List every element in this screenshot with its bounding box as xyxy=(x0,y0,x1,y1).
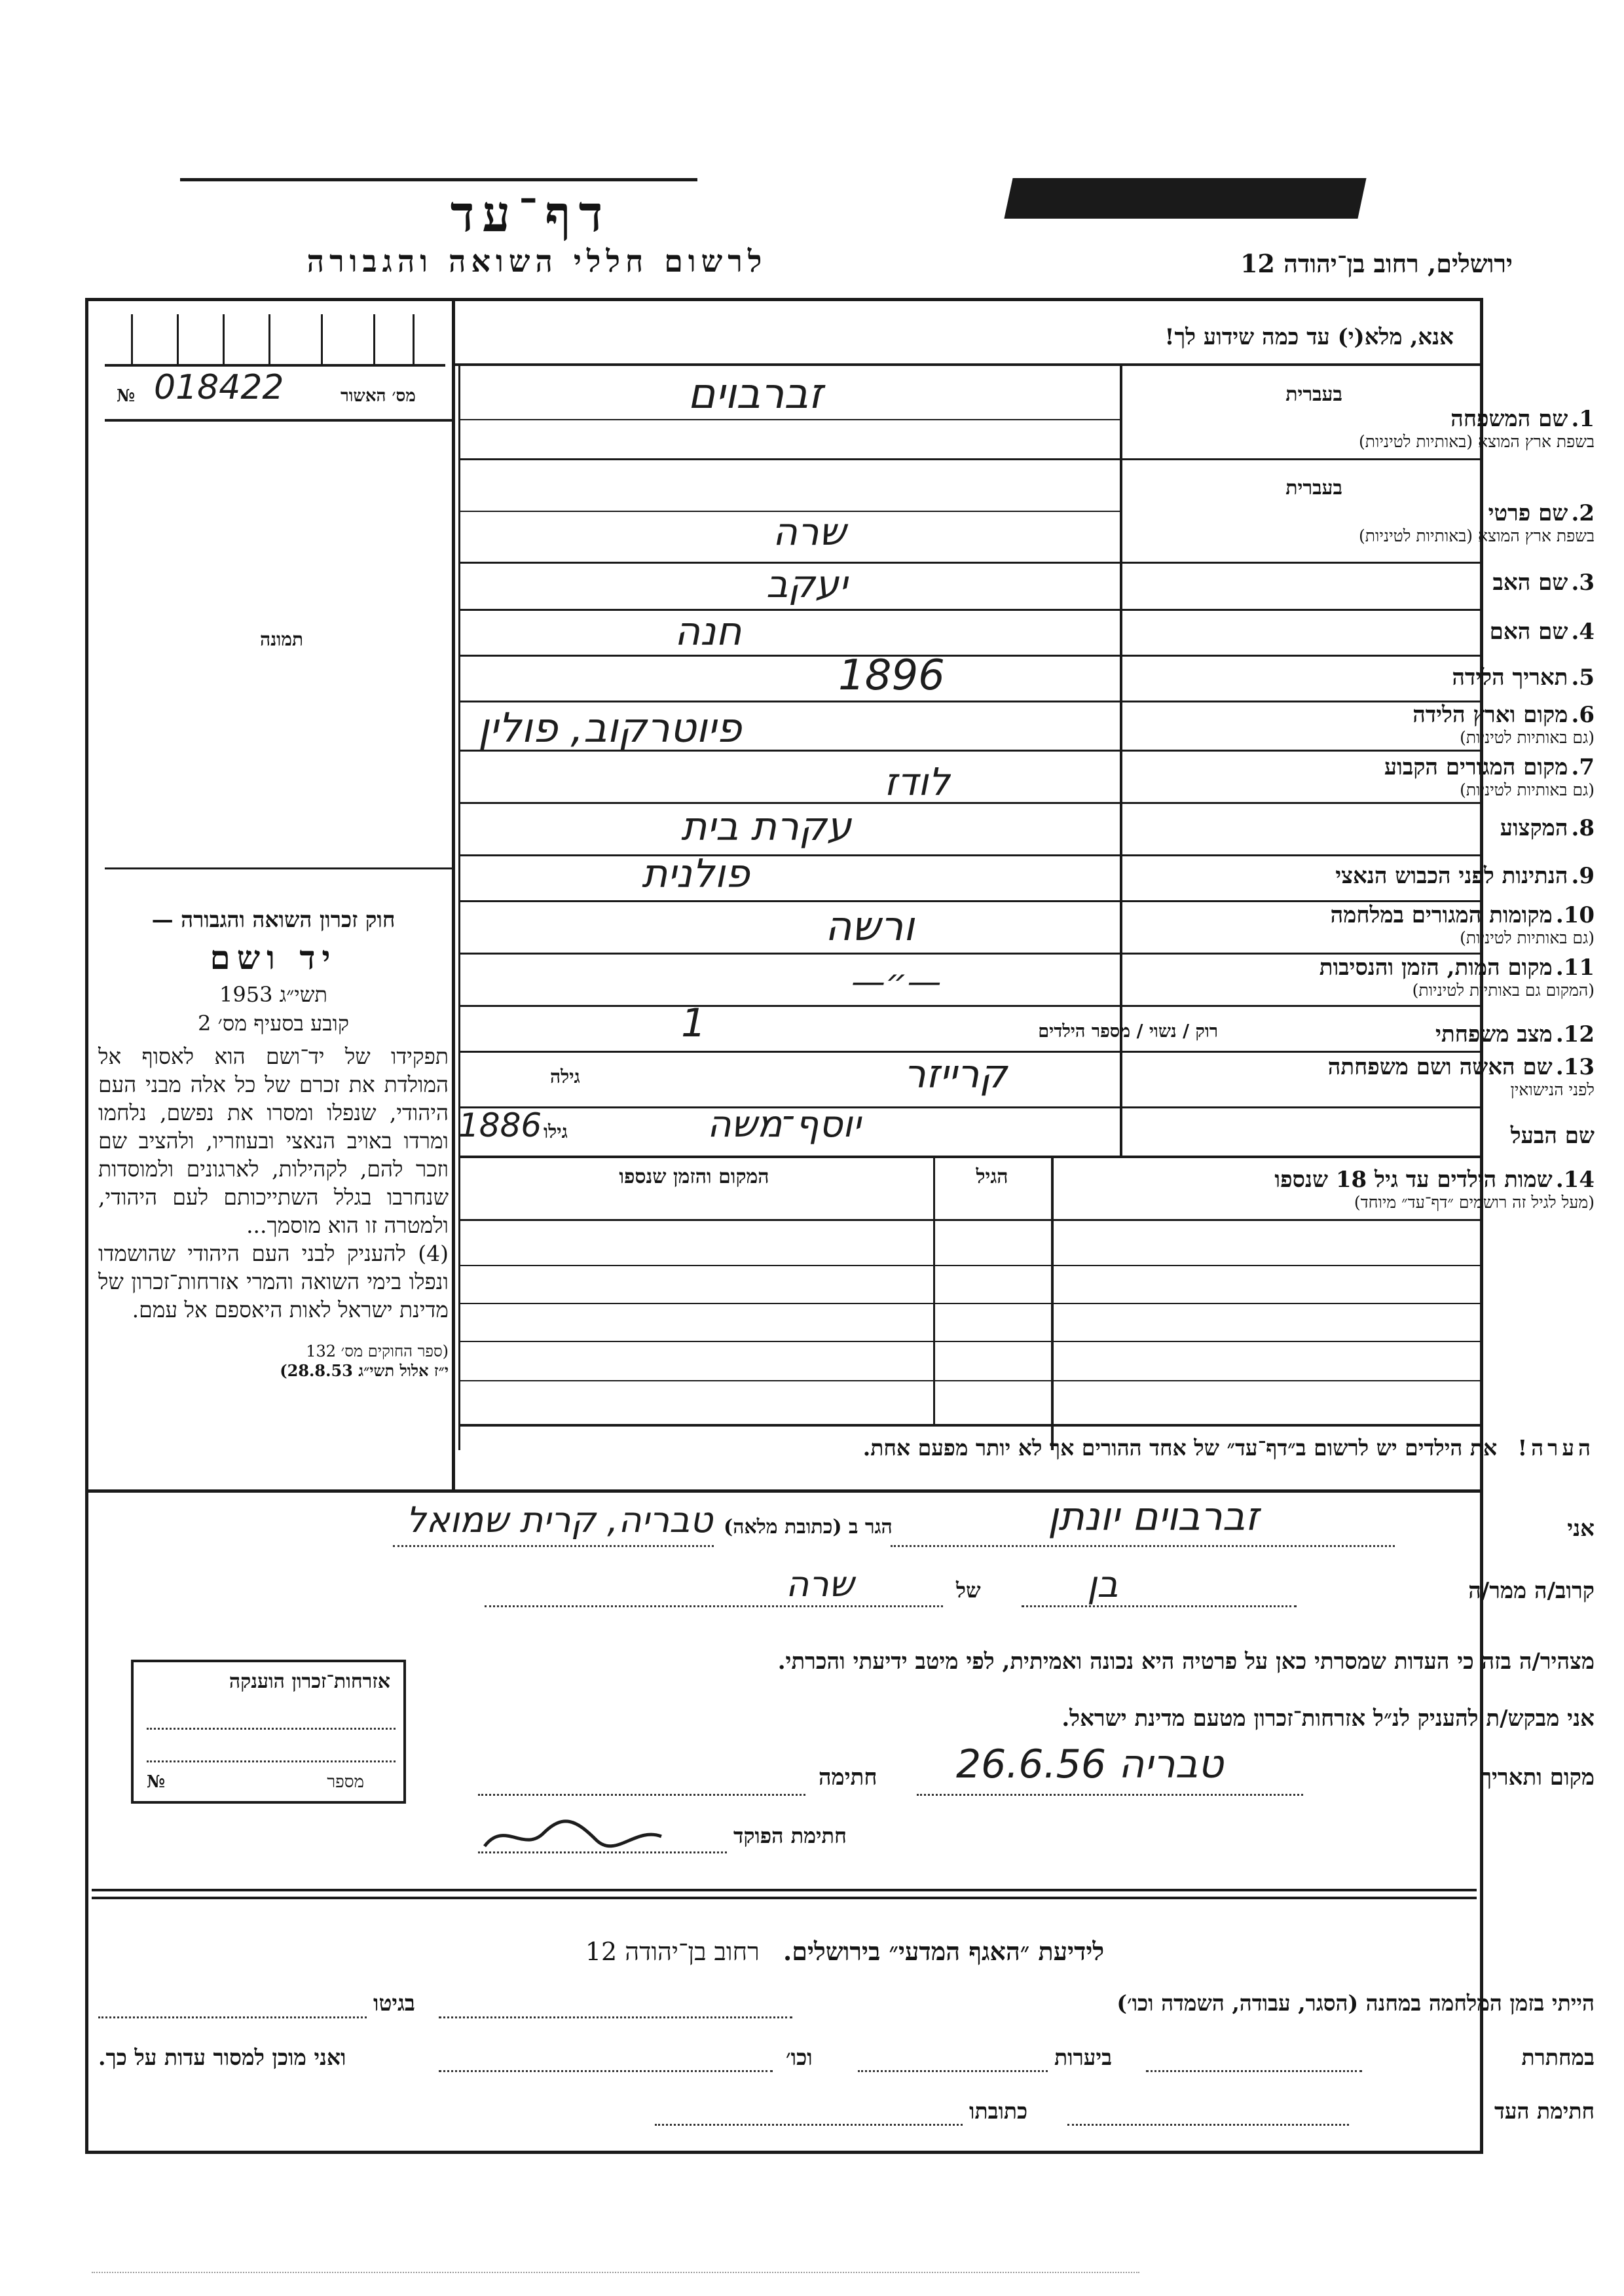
field-8-label: 8. המקצוע xyxy=(1500,815,1595,841)
field-6-label: 6. מקום וארץ הלידה (גם באותיות לטיניות) xyxy=(1412,702,1595,747)
relation-value: בן xyxy=(1087,1563,1118,1606)
field-9-label: 9. הנתינות לפני הכבוש הנאצי xyxy=(1335,863,1595,889)
children-row-1 xyxy=(458,1265,1483,1266)
children-row-4 xyxy=(458,1380,1483,1381)
note-rule xyxy=(85,1489,1483,1493)
field-8-value: עקרת בית xyxy=(681,804,852,850)
info-line2-underground: במחתרת xyxy=(1521,2045,1595,2070)
children-row-3 xyxy=(458,1341,1483,1342)
photo-rule xyxy=(105,867,452,869)
law-section xyxy=(98,907,449,1381)
children-age-divider xyxy=(933,1156,935,1424)
field-10-value: ורשה xyxy=(825,902,915,950)
children-title: 14. שמות הילדים עד גיל 18 שנספו (מעל לגיל זה רושמים ״דף־עד״ מיוחד) xyxy=(1274,1167,1595,1212)
field-2-value: שרה xyxy=(773,509,846,554)
info-line1-ghetto: בגיטו xyxy=(373,1990,415,2016)
law-text-clause-4: (4) להעניק לבני העם היהודי שהושמדו ונפלו בימי השואה והמרי אזרחות־זכרון של מדינת ישראל לאות היאספם אל עמם. xyxy=(98,1241,449,1322)
info-address: רחוב בן־יהודה 12 xyxy=(585,1937,760,1966)
field-7-value: לודז xyxy=(884,759,950,804)
declaration-i-label: אני xyxy=(1567,1516,1595,1542)
field-1-lang: בעברית xyxy=(1285,383,1342,406)
field-7-label: 7. מקום המגורים הקבוע (גם באותיות לטיניות) xyxy=(1384,754,1595,799)
info-title: לידיעת ״האגף המדעי״ בירושלים. xyxy=(783,1937,1105,1966)
field-12-label: 12. מצב משפחתי xyxy=(1435,1021,1595,1048)
declaration-request: אני מבקש/ת להעניק לנ״ל אזרחות־זכרון מטעם מדינת ישראל. xyxy=(1061,1705,1595,1732)
citizenship-box-title: אזרחות־זכרון הוענקה xyxy=(229,1670,390,1693)
officer-signature-label: חתימת הפוקד xyxy=(733,1823,847,1848)
page-bottom-edge xyxy=(92,2272,1139,2273)
note-label: הערה! xyxy=(1517,1435,1595,1461)
field-9-value: פולנית xyxy=(642,851,750,897)
children-col-age: הגיל xyxy=(976,1165,1008,1188)
husband-age-value: 1886 xyxy=(458,1106,542,1144)
of-value: שרה xyxy=(786,1563,855,1605)
field-13-value: קרייזר xyxy=(904,1051,1007,1097)
law-reference-2: י״ז אלול תשי״ג 28.8.53) xyxy=(280,1361,449,1380)
officer-signature-mark xyxy=(478,1807,674,1859)
field-11-value: —״— xyxy=(851,962,942,1002)
form-title: דף־עד xyxy=(450,185,611,243)
citizenship-box xyxy=(131,1660,406,1804)
field-2-lang: בעברית xyxy=(1285,477,1342,500)
field-11-label: 11. מקום המות, הזמן והנסיבות (המקום גם באותיות לטיניות) xyxy=(1319,955,1595,1000)
header-rule xyxy=(180,178,697,181)
info-line2-etc: וכו׳ xyxy=(786,2045,813,2070)
registration-label: מס׳ האשור xyxy=(341,386,416,406)
tick-boxes xyxy=(105,314,445,367)
field-1-label: 1. שם המשפחה בשפת ארץ המוצא (באותיות לטיניות) xyxy=(1359,406,1595,451)
relative-label: קרוב/ה ממר/ה xyxy=(1468,1578,1595,1604)
info-line2-forests: ביערות xyxy=(1054,2045,1113,2070)
value-column-divider xyxy=(458,363,460,1156)
intro-text: אנא, מלא(י) עד כמה שידוע לך! xyxy=(1164,324,1454,350)
husband-age-label: גילו xyxy=(544,1121,568,1142)
field-2-label: 2. שם פרטי בשפת ארץ המוצא (באותיות לטיניות) xyxy=(1359,500,1595,545)
field-4-value: חנה xyxy=(674,609,742,655)
info-line2-testify: ואני מוכן למסור עדות על כך. xyxy=(98,2045,346,2070)
field-5-label: 5. תאריך הלידה xyxy=(1452,665,1595,691)
info-header xyxy=(504,1937,1185,1967)
place-date-value: טבריה 26.6.56 xyxy=(956,1741,1224,1787)
field-10-label: 10. מקומות המגורים במלחמה (גם באותיות לטיניות) xyxy=(1330,902,1595,947)
of-label: של xyxy=(956,1578,981,1603)
law-text: תפקידו של יד־ושם הוא לאסוף אל המולדת את זכרם של כל אלה מבני העם היהודי, שנפלו ומסרו את נפשם, נלחמו ומרדו באויב הנאצי ובעוזריו, ולהציב שם וזכר להם, לקהילות, לארגונים ולמוסדות שנחרבו בגלל השתייכותם לעם היהודי, ולמטרה זו הוא מוסמך... xyxy=(98,1044,449,1238)
info-line3-address: כתובתו xyxy=(969,2098,1028,2124)
registration-mark: № xyxy=(117,386,136,406)
husband-name: יוסף־משה xyxy=(707,1103,861,1146)
marital-options: רוק / נשוי / מספר הילדים xyxy=(1038,1021,1218,1042)
citizenship-box-number: מספר xyxy=(327,1772,364,1792)
photo-label: תמונה xyxy=(259,629,304,650)
signature-label: חתימה xyxy=(819,1764,877,1791)
field-3-label: 3. שם האב xyxy=(1492,570,1595,596)
field-4-label: 4. שם האם xyxy=(1489,619,1595,645)
field-5-value: 1896 xyxy=(838,651,945,700)
place-date-label: מקום ותאריך xyxy=(1481,1764,1595,1791)
field-13-label: 13. שם האשה ושם משפחתה לפני הנישואין xyxy=(1327,1054,1595,1099)
form-subtitle: לרשום חללי השואה והגבורה xyxy=(306,244,767,279)
citizenship-box-mark: № xyxy=(147,1772,166,1792)
registration-number: 018422 xyxy=(154,368,284,407)
intro-rule xyxy=(452,363,1483,366)
declarant-name: זברבוים יונתן xyxy=(1048,1494,1259,1540)
husband-label: שם הבעל xyxy=(1510,1123,1595,1149)
note xyxy=(863,1435,1595,1461)
sidebar-divider xyxy=(452,298,455,1489)
children-row-2 xyxy=(458,1303,1483,1304)
field-12-value: 1 xyxy=(681,1000,707,1046)
header-address: ירושלים, רחוב בן־יהודה 12 xyxy=(1240,249,1513,278)
field-1-value: זברבוים xyxy=(688,370,823,418)
info-line1-camp: הייתי בזמן המלחמה במחנה (הסגר, עבודה, השמדה וכו׳) xyxy=(1116,1990,1595,2016)
logo-block xyxy=(1004,178,1366,219)
law-name: יד ושם xyxy=(210,938,337,977)
wife-age-label: גילה xyxy=(550,1066,580,1087)
info-line3-witness-signature: חתימת העד xyxy=(1494,2098,1595,2124)
declarant-address: טבריה, קרית שמואל xyxy=(406,1499,713,1540)
note-text: את הילדים יש לרשום ב״דף־עד״ של אחד ההורים אך לא יותר מפעם אחת. xyxy=(862,1435,1498,1461)
law-title: חוק זכרון השואה והגבורה — xyxy=(151,907,396,932)
law-reference-1: (ספר החוקים מס׳ 132 xyxy=(306,1342,449,1360)
field-6-value: פיוטרקוב, פולין xyxy=(478,704,742,752)
law-year: תשי״ג 1953 xyxy=(219,982,327,1007)
resides-label: הגר ב (כתובת מלאה) xyxy=(724,1516,893,1539)
children-col-place: המקום והזמן שנספו xyxy=(619,1165,769,1188)
declaration-statement: מצהיר/ה בזה כי העדות שמסרתי כאן על פרטיה היא נכונה ואמיתית, לפי מיטב ידיעתי והכרתי. xyxy=(777,1649,1595,1675)
law-clause: קובע בסעיף מס׳ 2 xyxy=(198,1011,349,1036)
field-3-value: יעקב xyxy=(766,562,847,606)
registration-rule xyxy=(105,419,452,422)
